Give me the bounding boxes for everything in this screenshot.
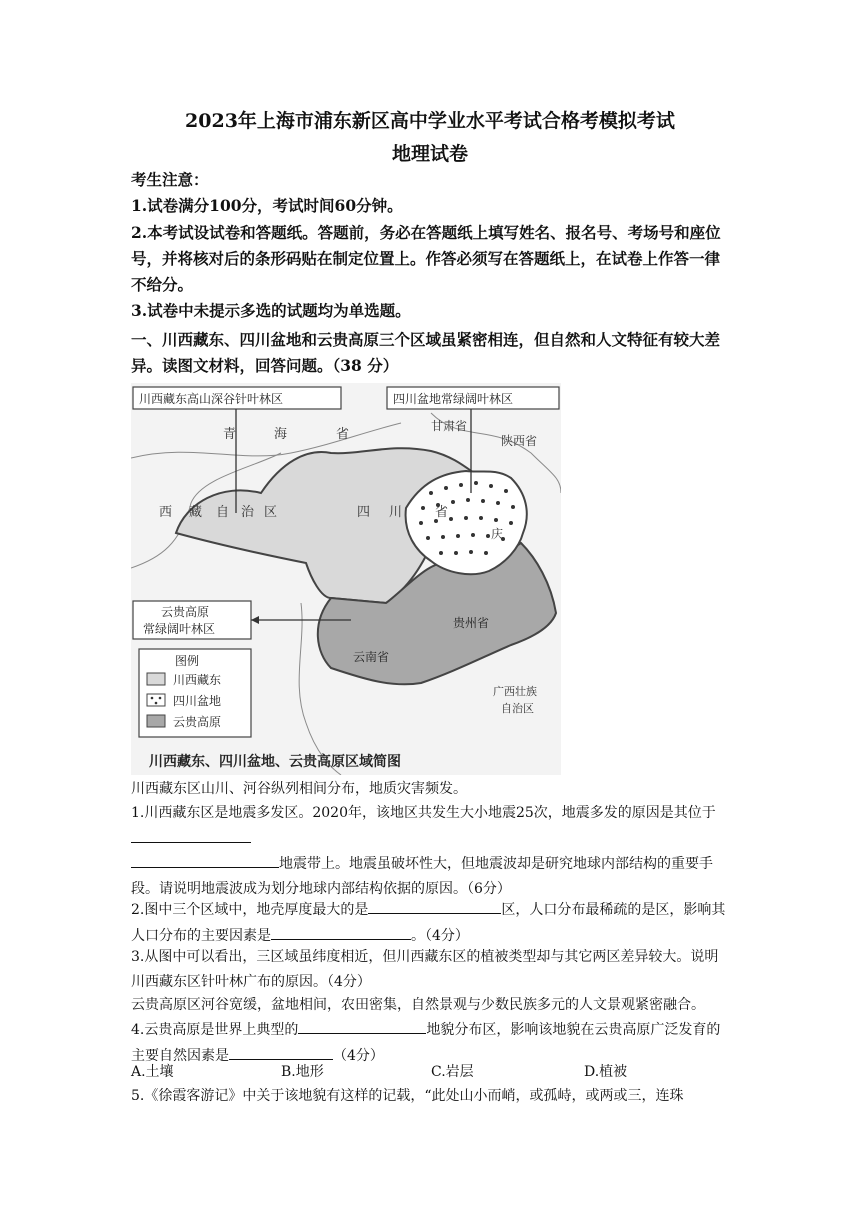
prov-guangxi-1: 广西壮族 [493, 685, 537, 698]
prov-qing: 庆 [491, 527, 504, 541]
prov-tibet-4: 治 [241, 505, 255, 520]
prov-tibet-2: 藏 [189, 505, 203, 520]
q4-text-b: 地貌分布区，影响该地貌在云贵高原广泛发育的主要自然因素是 [131, 1022, 721, 1064]
prov-guangxi-2: 自治区 [501, 702, 534, 715]
map-caption: 川西藏东、四川盆地、云贵高原区域简图 [149, 754, 401, 770]
q4-blank-2[interactable] [229, 1043, 333, 1060]
q1-text-b: 地震带上。地震虽破坏性大，但地震波却是研究地球内部结构的重要手段。请说明地震波成为划分地球内部结构依据的原因。（6分） [131, 856, 713, 897]
intro-chuanxi: 川西藏东区山川、河谷纵列相间分布，地质灾害频发。 [131, 781, 467, 797]
notice-item-2: 2.本考试设试卷和答题纸。答题前，务必在答题纸上填写姓名、报名号、考场号和座位号，并将核对后的条形码贴在制定位置上。作答必须写在答题纸上，在试卷上作答一律不给分。 [131, 223, 721, 294]
label-chuanxi-forest: 川西藏东高山深谷针叶林区 [139, 392, 284, 406]
prov-qinghai-1: 青 [223, 427, 237, 442]
prov-sichuan-3: 省 [435, 505, 449, 520]
prov-gansu: 甘肃省 [431, 419, 468, 433]
prov-guizhou: 贵州省 [453, 616, 490, 630]
prov-tibet-3: 自 [216, 505, 230, 520]
legend-label-chuanxi: 川西藏东 [173, 673, 222, 687]
prov-yunnan: 云南省 [353, 650, 390, 664]
q2-blank-2[interactable] [271, 923, 411, 940]
q2-text-c: 。（4分） [411, 927, 469, 944]
prov-tibet-1: 西 [159, 505, 173, 520]
q1-text-a: 1.川西藏东区是地震多发区。2020年，该地区共发生大小地震25次，地震多发的原因是其位于 [131, 805, 716, 821]
option-b[interactable]: B.地形 [281, 1064, 324, 1080]
intro-yungui: 云贵高原区河谷宽缓，盆地相间，农田密集，自然景观与少数民族多元的人文景观紧密融合。 [131, 997, 705, 1013]
question-3: 3.从图中可以看出，三区域虽纬度相近，但川西藏东区的植被类型却与其它两区差异较大。说明川西藏东区针叶林广布的原因。（4分） [131, 949, 719, 990]
prov-qinghai-2: 海 [274, 427, 288, 442]
prov-shaanxi: 陕西省 [501, 434, 538, 448]
label-yungui-forest-2: 常绿阔叶林区 [143, 622, 216, 636]
notice-item-1: 1.试卷满分100分，考试时间60分钟。 [131, 196, 403, 215]
q4-text-c: （4分） [333, 1047, 384, 1064]
notice-heading: 考生注意： [131, 170, 209, 189]
legend-title: 图例 [175, 654, 200, 668]
option-c[interactable]: C.岩层 [431, 1064, 474, 1080]
label-sichuan-forest: 四川盆地常绿阔叶林区 [393, 392, 514, 406]
question-1 [131, 801, 731, 901]
legend-swatch-yungui [147, 715, 165, 727]
prov-sichuan-2: 川 [389, 505, 403, 520]
q4-text-a: 4.云贵高原是世界上典型的 [131, 1022, 299, 1038]
q1-blank-1[interactable] [131, 826, 251, 843]
q2-text-b: 区，人口分布最稀疏的是区，影响其人口分布的主要因素是 [131, 902, 726, 944]
q4-blank-1[interactable] [298, 1017, 426, 1034]
exam-subtitle: 地理试卷 [391, 143, 468, 165]
prov-qinghai-3: 省 [336, 427, 350, 442]
legend-label-yungui: 云贵高原 [173, 715, 222, 729]
legend-label-sichuan: 四川盆地 [173, 694, 222, 708]
legend-swatch-chuanxi [147, 673, 165, 685]
prov-tibet-5: 区 [264, 505, 278, 520]
q2-text-a: 2.图中三个区域中，地壳厚度最大的是 [131, 902, 369, 918]
option-a[interactable]: A.土壤 [131, 1064, 174, 1080]
question-5: 5.《徐霞客游记》中关于该地貌有这样的记载，“此处山小而峭，或孤峙，或两或三，连珠 [131, 1088, 684, 1104]
question-2 [131, 897, 731, 948]
notice-item-3: 3.试卷中未提示多选的试题均为单选题。 [131, 301, 411, 320]
prov-sichuan-1: 四 [357, 505, 371, 520]
q1-blank-2[interactable] [131, 851, 279, 868]
option-d[interactable]: D.植被 [584, 1064, 628, 1080]
region-map [131, 383, 561, 775]
region-map-svg [131, 383, 561, 775]
label-yungui-forest-1: 云贵高原 [161, 605, 210, 619]
exam-title: 2023年上海市浦东新区高中学业水平考试合格考模拟考试 [185, 110, 675, 132]
section1-intro: 一、川西藏东、四川盆地和云贵高原三个区域虽紧密相连，但自然和人文特征有较大差异。读图文材料，回答问题。（38 分） [131, 330, 721, 375]
q2-blank-1[interactable] [368, 897, 501, 914]
